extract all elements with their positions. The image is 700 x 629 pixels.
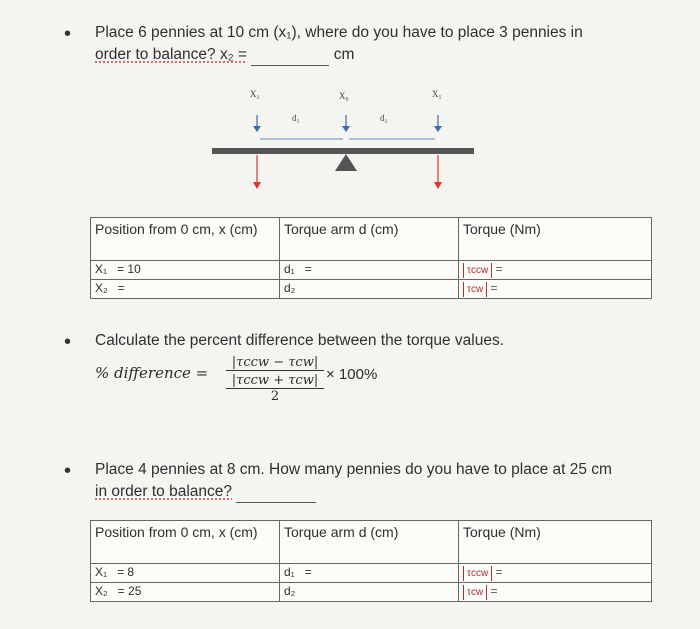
bullet-3: • — [64, 460, 72, 482]
table-2-header-torque: Torque (Nm) — [459, 521, 652, 564]
table-1-cell-d1[interactable]: d₁ = — [280, 261, 459, 280]
table-2-header-position: Position from 0 cm, x (cm) — [91, 521, 280, 564]
table-row — [91, 280, 652, 299]
formula-denominator-top: |τccw + τcw| — [226, 373, 324, 389]
table-1-header-row — [91, 218, 652, 261]
answer-blank-x2[interactable] — [251, 44, 329, 66]
table-2-cell-x2[interactable]: X₂ = 25 — [91, 583, 280, 602]
d2-label: d₂ — [380, 113, 388, 123]
table-1-header-arm: Torque arm d (cm) — [280, 218, 459, 261]
question-1-line-2 — [95, 44, 354, 66]
d1-label: d₁ — [292, 113, 300, 123]
formula-numerator: |τccw − τcw| — [226, 355, 324, 371]
question-2-text: Calculate the percent difference between the torque values. — [95, 332, 505, 349]
formula-lhs: % difference = — [95, 364, 209, 382]
table-1-cell-d2[interactable]: d₂ — [280, 280, 459, 299]
x1-label: X₁ — [432, 89, 442, 99]
table-1-cell-x1[interactable]: X₁ = 10 — [91, 261, 280, 280]
unit-label: cm — [333, 46, 355, 63]
table-1-header-position: Position from 0 cm, x (cm) — [91, 218, 280, 261]
question-3-line-2 — [95, 481, 316, 503]
bullet-1: • — [64, 23, 72, 45]
table-2-header-row — [91, 521, 652, 564]
table-row — [91, 261, 652, 280]
table-1-cell-torque-cw[interactable]: τcw = — [459, 280, 652, 299]
answer-blank-pennies[interactable] — [236, 481, 316, 503]
balance-diagram — [200, 85, 490, 200]
formula-fraction — [226, 355, 324, 404]
table-row — [91, 564, 652, 583]
table-2-cell-torque-cw[interactable]: τcw = — [459, 583, 652, 602]
table-2-cell-x1[interactable]: X₁ = 8 — [91, 564, 280, 583]
balance-diagram-svg — [200, 85, 490, 200]
table-1-cell-x2[interactable]: X₂ = — [91, 280, 280, 299]
formula-denominator-bottom: 2 — [270, 389, 280, 404]
table-2-cell-d1[interactable]: d₁ = — [280, 564, 459, 583]
table-1-cell-torque-ccw[interactable]: τccw = — [459, 261, 652, 280]
question-3-line-1: Place 4 pennies at 8 cm. How many pennies do you have to place at 25 cm — [95, 461, 612, 478]
table-2-cell-d2[interactable]: d₂ — [280, 583, 459, 602]
question-1-prompt: order to balance? x₂ = — [95, 46, 248, 63]
table-2-cell-torque-ccw[interactable]: τccw = — [459, 564, 652, 583]
table-row — [91, 583, 652, 602]
table-2 — [90, 520, 652, 602]
table-1-header-torque: Torque (Nm) — [459, 218, 652, 261]
table-1 — [90, 217, 652, 299]
question-1-line-1: Place 6 pennies at 10 cm (x₁), where do you have to place 3 pennies in — [95, 24, 583, 41]
percent-difference-formula — [95, 364, 208, 382]
x2-label: X₂ — [250, 89, 260, 99]
formula-rhs: × 100% — [326, 366, 378, 383]
bullet-2: • — [64, 331, 72, 353]
table-2-header-arm: Torque arm d (cm) — [280, 521, 459, 564]
question-3-prompt: in order to balance? — [95, 483, 233, 500]
center-label: X₀ — [339, 91, 349, 101]
